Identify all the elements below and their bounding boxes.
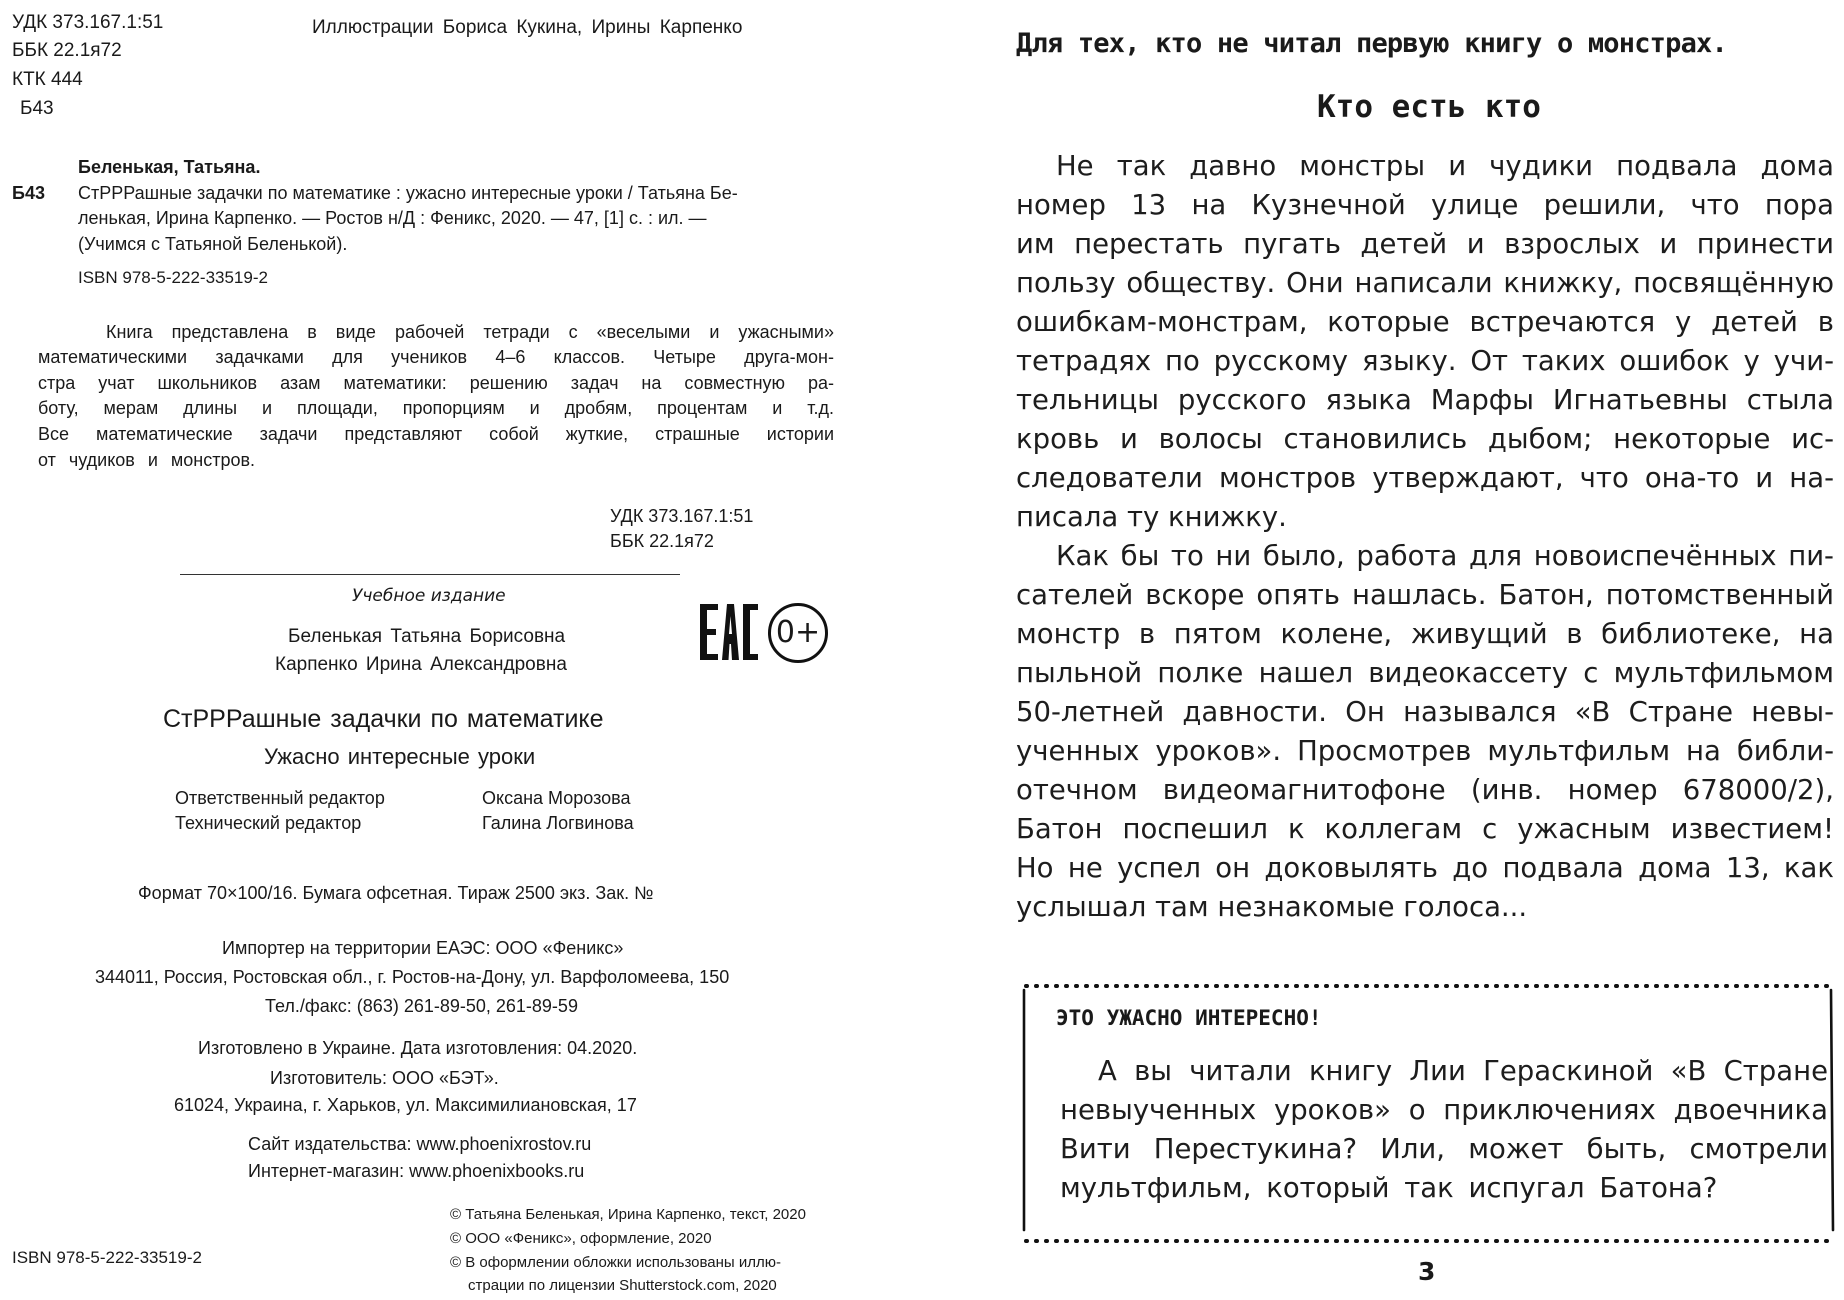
text-line: Батон поспешил к коллегам с ужасным известием! [1016, 813, 1834, 845]
udk-bottom-line-2: ББК 22.1я72 [610, 531, 714, 551]
copyright-line-2: © ООО «Феникс», оформление, 2020 [450, 1230, 712, 1247]
site-line: Сайт издательства: www.phoenixrostov.ru [248, 1134, 592, 1154]
text-line: писала ту книжку. [1016, 501, 1287, 533]
annotation-line-3: стра учат школьников азам математики: решению задач на совместную ра- [38, 373, 834, 393]
text-line: Не так давно монстры и чудики подвала дома [1056, 150, 1834, 182]
copyright-line-1: © Татьяна Беленькая, Ирина Карпенко, текст, 2020 [450, 1206, 806, 1223]
text-line: услышал там незнакомые голоса... [1016, 891, 1528, 923]
text-line: тетрадях по русскому языку. От таких ошибок у учи- [1016, 345, 1834, 377]
text-line: Но не успел он доковылять до подвала дома 13, как [1016, 852, 1834, 884]
annotation-line-4: боту, мерам длины и площади, пропорциям и дробям, процентам и т.д. [38, 398, 834, 418]
info-box-title: ЭТО УЖАСНО ИНТЕРЕСНО! [1056, 1006, 1322, 1030]
age-rating: 0+ [768, 603, 828, 663]
copyright-line-3: © В оформлении обложки использованы иллю- [450, 1254, 782, 1271]
divider-line [180, 574, 680, 575]
page-number: 3 [1418, 1257, 1436, 1286]
udk-header-line-3: КТК 444 [12, 69, 83, 90]
text-line: тельницы русского языка Марфы Игнатьевны стыла [1016, 384, 1834, 416]
udk-bottom-line-1: УДК 373.167.1:51 [610, 506, 754, 526]
bib-line-2: ленькая, Ирина Карпенко. — Ростов н/Д : Феникс, 2020. — 47, [1] с. : ил. — [78, 208, 707, 228]
heading-who-didnt-read: Для тех, кто не читал первую книгу о монстрах. [1016, 28, 1727, 59]
author-heading: Беленькая, Татьяна. [78, 157, 261, 177]
book-title: СтРРРашные задачки по математике [163, 705, 604, 733]
box-line: мультфильм, который так испугал Батона? [1060, 1172, 1718, 1204]
phone-line: Тел./факс: (863) 261-89-50, 261-89-59 [265, 996, 578, 1016]
text-line: пыльной полке нашел видеокассету с мультфильмом [1016, 657, 1834, 689]
annotation-line-1: Книга представлена в виде рабочей тетради с «веселыми и ужасными» [106, 322, 834, 342]
importer-line: Импортер на территории ЕАЭС: ООО «Феникс» [222, 938, 624, 958]
bib-line-3: (Учимся с Татьяной Беленькой). [78, 234, 348, 254]
author-full-1: Беленькая Татьяна Борисовна [288, 626, 566, 647]
text-line: пользу обществу. Они написали книжку, посвящённую [1016, 267, 1834, 299]
text-line: ученных уроков». Просмотрев мультфильм на библи- [1016, 735, 1834, 767]
udk-header-line-2: ББК 22.1я72 [12, 40, 122, 61]
edition-type: Учебное издание [352, 586, 506, 606]
editor-role-1: Ответственный редактор [175, 788, 385, 808]
made-in-line: Изготовлено в Украине. Дата изготовления: 04.2020. [198, 1038, 638, 1058]
editor-role-2: Технический редактор [175, 813, 362, 833]
udk-header-line-4: Б43 [20, 98, 54, 119]
format-line: Формат 70×100/16. Бумага офсетная. Тираж 2500 экз. Зак. № [138, 883, 654, 903]
annotation-line-5: Все математические задачи представляют собой жуткие, страшные истории [38, 424, 834, 444]
text-line: Как бы то ни было, работа для новоиспечённых пи- [1056, 540, 1834, 572]
text-line: сателей вскоре опять нашлась. Батон, потомственный [1016, 579, 1834, 611]
author-full-2: Карпенко Ирина Александровна [275, 654, 567, 675]
editor-name-1: Оксана Морозова [482, 788, 631, 808]
box-line: А вы читали книгу Лии Гераскиной «В Стране [1098, 1055, 1828, 1087]
box-line: невыученных уроков» о приключениях двоечника [1060, 1094, 1828, 1126]
editor-name-2: Галина Логвинова [482, 813, 634, 833]
annotation-line-6: от чудиков и монстров. [38, 450, 256, 470]
annotation-line-2: математическими задачками для учеников 4–6 классов. Четыре друга-мон- [38, 347, 834, 367]
udk-header-line-1: УДК 373.167.1:51 [12, 12, 164, 33]
text-line: кровь и волосы становились дыбом; некоторые ис- [1016, 423, 1834, 455]
illustrators-credit: Иллюстрации Бориса Кукина, Ирины Карпенко [312, 17, 743, 38]
text-line: 50-летней давности. Он назывался «В Стране невы- [1016, 696, 1834, 728]
shop-line: Интернет-магазин: www.phoenixbooks.ru [248, 1161, 585, 1181]
text-line: следователи монстров утверждают, что она-то и на- [1016, 462, 1834, 494]
address-line: 344011, Россия, Ростовская обл., г. Ростов-на-Дону, ул. Варфоломеева, 150 [95, 967, 730, 987]
text-line: ошибкам-монстрам, которые встречаются у детей в [1016, 306, 1834, 338]
book-subtitle: Ужасно интересные уроки [264, 744, 536, 769]
isbn-top: ISBN 978-5-222-33519-2 [78, 268, 268, 287]
isbn-bottom: ISBN 978-5-222-33519-2 [12, 1248, 202, 1267]
text-line: отечном видеомагнитофоне (инв. номер 678000/2), [1016, 774, 1834, 806]
text-line: им перестать пугать детей и взрослых и принести [1016, 228, 1834, 260]
bib-line-1: СтРРРашные задачки по математике : ужасно интересные уроки / Татьяна Бе- [78, 183, 738, 203]
heading-who-is-who: Кто есть кто [1317, 89, 1541, 125]
eac-mark-icon [696, 600, 760, 664]
index-code: Б43 [12, 183, 45, 203]
text-line: номер 13 на Кузнечной улице решили, что пора [1016, 189, 1834, 221]
manufacturer-line: Изготовитель: ООО «БЭТ». [270, 1068, 499, 1088]
text-line: монстр в пятом колене, живущий в библиотеке, на [1016, 618, 1834, 650]
copyright-line-4: страции по лицензии Shutterstock.com, 2020 [468, 1277, 777, 1294]
box-line: Вити Перестукина? Или, может быть, смотрели [1060, 1133, 1828, 1165]
manufacturer-address-line: 61024, Украина, г. Харьков, ул. Максимилиановская, 17 [174, 1095, 637, 1115]
